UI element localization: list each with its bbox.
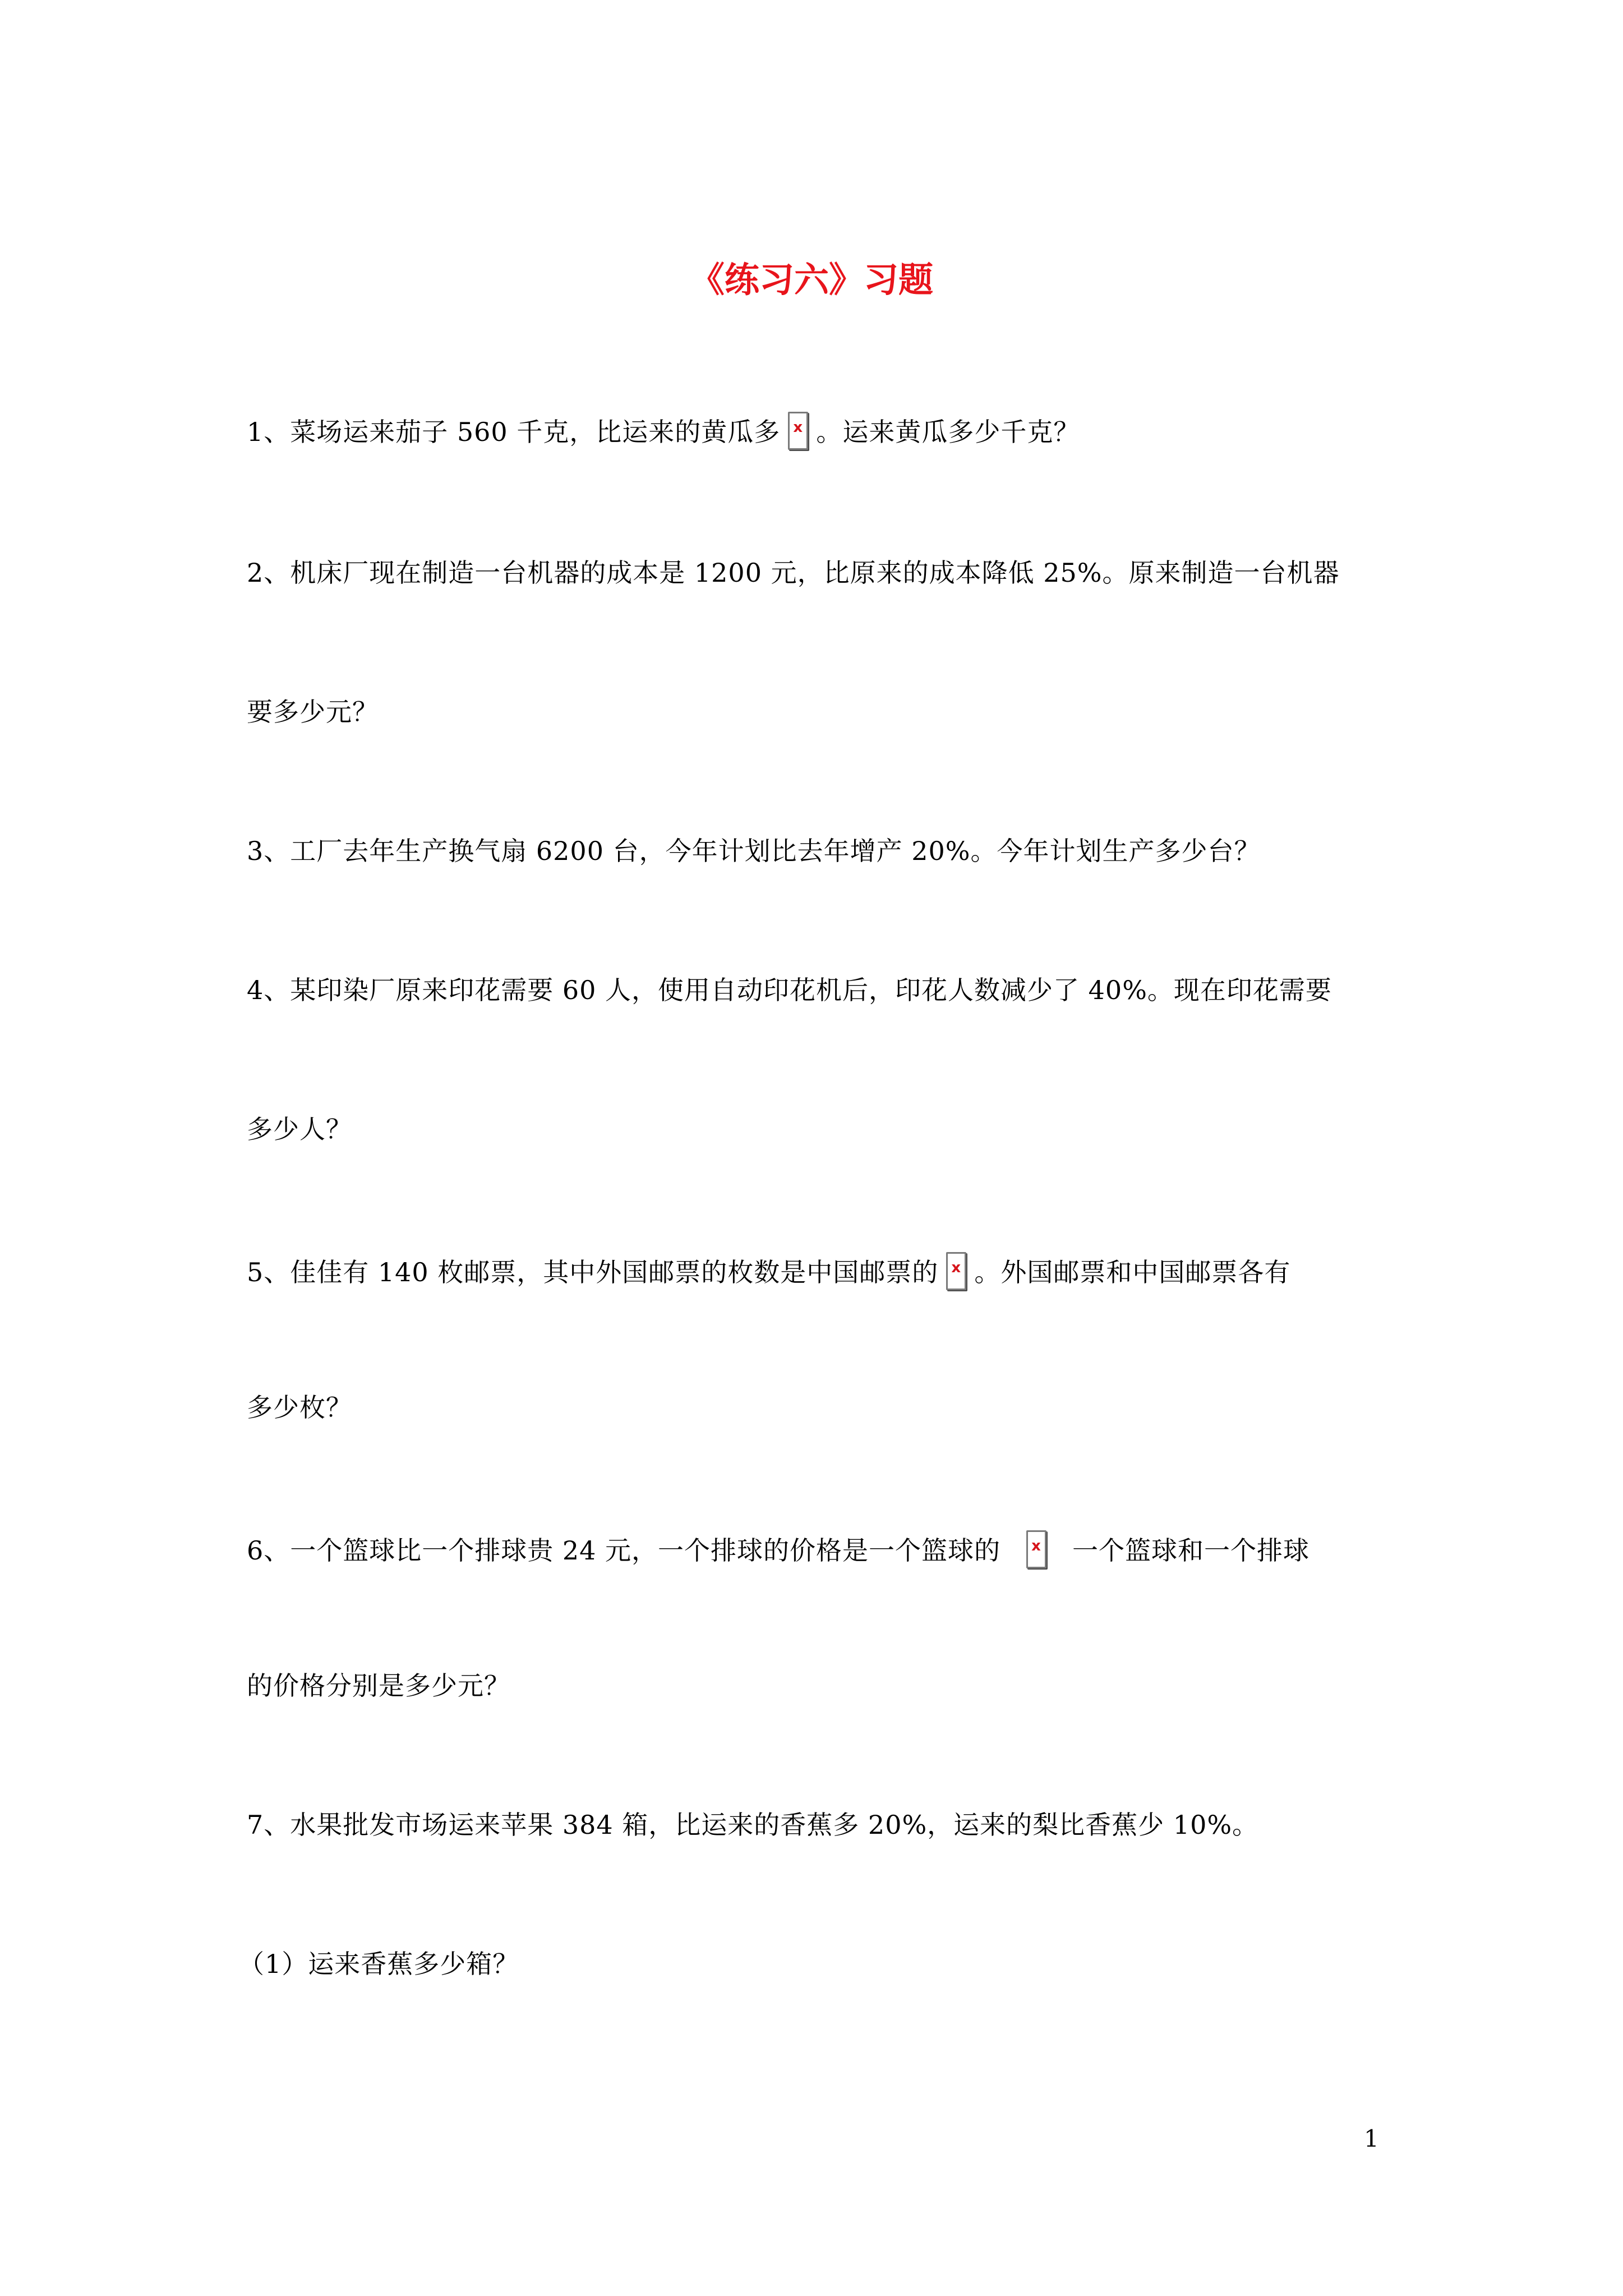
question-1-text: 1、菜场运来茄子 560 千克，比运来的黄瓜多	[247, 417, 781, 447]
question-4-continued: 多少人？	[247, 1114, 352, 1144]
question-5	[247, 1255, 1290, 1294]
question-1-text-end: 。运来黄瓜多少千克？	[816, 417, 1080, 447]
question-5-text-end: 。外国邮票和中国邮票各有	[974, 1257, 1291, 1287]
question-6-continued: 的价格分别是多少元？	[247, 1671, 510, 1701]
page-title: 《练习六》习题	[689, 259, 933, 300]
question-1	[247, 415, 1080, 453]
question-7-part-1: （1）运来香蕉多少箱？	[238, 1949, 519, 1979]
question-7: 7、水果批发市场运来苹果 384 箱，比运来的香蕉多 20%，运来的梨比香蕉少 10%。	[247, 1810, 1259, 1840]
question-6-text: 6、一个篮球比一个排球贵 24 元，一个排球的价格是一个篮球的	[247, 1535, 1001, 1566]
question-2-continued: 要多少元？	[247, 697, 379, 727]
question-2: 2、机床厂现在制造一台机器的成本是 1200 元，比原来的成本降低 25%。原来制造一台机器	[247, 558, 1340, 588]
broken-image-icon: x	[946, 1252, 966, 1290]
question-3: 3、工厂去年生产换气扇 6200 台，今年计划比去年增产 20%。今年计划生产多少台？	[247, 836, 1261, 866]
question-5-text: 5、佳佳有 140 枚邮票，其中外国邮票的枚数是中国邮票的	[247, 1257, 939, 1287]
question-5-continued: 多少枚？	[247, 1392, 352, 1423]
question-6-text-end: 一个篮球和一个排球	[1072, 1535, 1310, 1566]
question-6	[247, 1534, 1310, 1572]
page-number: 1	[1364, 2125, 1379, 2152]
question-4: 4、某印染厂原来印花需要 60 人，使用自动印花机后，印花人数减少了 40%。现在印花需要	[247, 975, 1332, 1005]
broken-image-icon: x	[788, 412, 808, 450]
broken-image-icon: x	[1026, 1530, 1046, 1568]
